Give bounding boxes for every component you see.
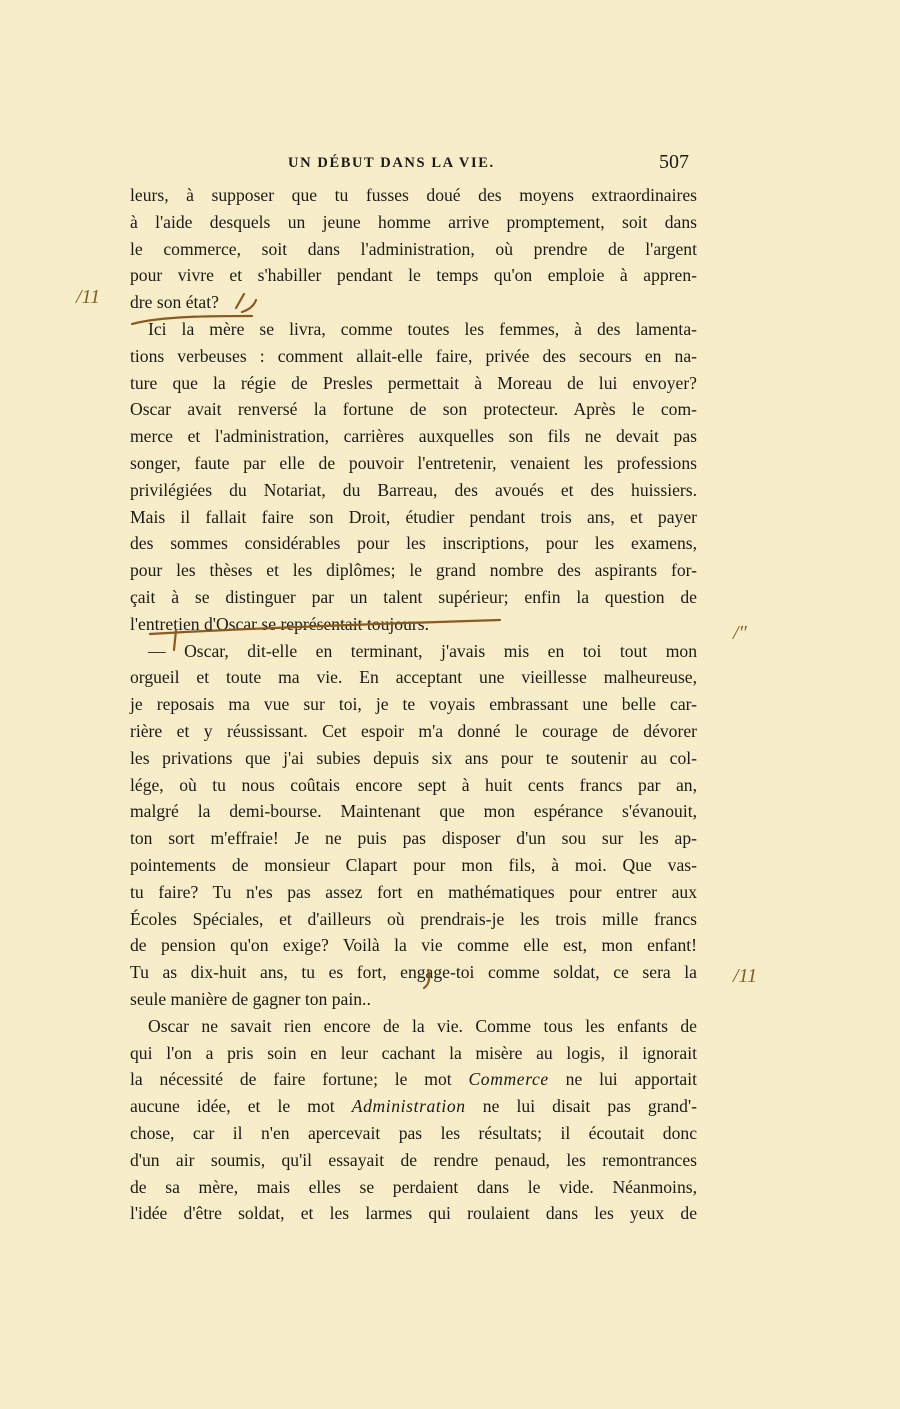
margin-annotation-left: /11 [76, 286, 101, 308]
text-segment: la nécessité de faire fortune; le mot [130, 1069, 469, 1090]
text-line: le commerce, soit dans l'administration, où prendre de l'argent [130, 238, 697, 259]
running-title: UN DÉBUT DANS LA VIE. [288, 155, 495, 171]
text-line: pointements de monsieur Clapart pour mon fils, à moi. Que vas- [130, 855, 697, 875]
text-line: de pension qu'on exige? Voilà la vie comme elle est, mon enfant! [130, 935, 697, 956]
text-segment: ne lui disait pas grand'- [465, 1096, 697, 1117]
ink-stroke [424, 970, 429, 988]
text-line: çait à se distinguer par un talent supérieur; enfin la question de [130, 587, 697, 607]
text-line: ton sort m'effraie! Je ne puis pas disposer d'un sou sur les ap- [130, 828, 697, 849]
text-line: ture que la régie de Presles permettait à Moreau de lui envoyer? [130, 372, 697, 393]
text-line: lége, où tu nous coûtais encore sept à huit cents francs par an, [130, 774, 697, 795]
text-line: leurs, à supposer que tu fusses doué des moyens extraordinaires [130, 185, 697, 205]
text-line: Écoles Spéciales, et d'ailleurs où prendrais-je les trois mille francs [130, 908, 697, 929]
text-line: songer, faute par elle de pouvoir l'entretenir, venaient les professions [130, 453, 697, 473]
text-line: merce et l'administration, carrières auxquelles son fils ne devait pas [130, 426, 697, 447]
text-line: les privations que j'ai subies depuis six ans pour te soutenir au col- [130, 747, 697, 768]
text-line: chose, car il n'en apercevait pas les résultats; il écoutait donc [130, 1123, 697, 1143]
text-line: pour les thèses et les diplômes; le grand nombre des aspirants for- [130, 560, 697, 581]
text-line: je reposais ma vue sur toi, je te voyais embrassant une belle car- [130, 694, 697, 715]
text-line: Mais il fallait faire son Droit, étudier pendant trois ans, et payer [130, 506, 697, 527]
text-line: Ici la mère se livra, comme toutes les femmes, à des lamenta- [148, 319, 697, 339]
ink-stroke [236, 294, 256, 312]
text-line: Tu as dix-huit ans, tu es fort, engage-toi comme soldat, ce sera la [130, 962, 697, 983]
text-line: Oscar avait renversé la fortune de son protecteur. Après le com- [130, 399, 697, 420]
text-line: pour vivre et s'habiller pendant le temps qu'on emploie à appren- [130, 265, 697, 286]
margin-annotation-right-2: /11 [733, 965, 758, 987]
text-line: malgré la demi-bourse. Maintenant que mon espérance s'évanouit, [130, 801, 697, 822]
italic-term: Administration [351, 1096, 466, 1117]
text-line: rière et y réussissant. Cet espoir m'a donné le courage de dévorer [130, 721, 697, 741]
margin-annotation-right-1: /″ [733, 622, 747, 644]
text-line: tions verbeuses : comment allait-elle faire, privée des secours en na- [130, 345, 697, 366]
text-line: des sommes considérables pour les inscriptions, pour les examens, [130, 533, 697, 554]
text-line: d'un air soumis, qu'il essayait de rendre penaud, les remontrances [130, 1149, 697, 1170]
text-segment: ne lui apportait [548, 1069, 697, 1090]
ink-underline [132, 316, 252, 324]
page-number: 507 [659, 151, 689, 173]
ink-underline [150, 620, 500, 634]
text-line: Oscar ne savait rien encore de la vie. Comme tous les enfants de [148, 1015, 697, 1036]
text-line: de sa mère, mais elles se perdaient dans le vide. Néanmoins, [130, 1176, 697, 1197]
text-line: à l'aide desquels un jeune homme arrive promptement, soit dans [130, 211, 697, 232]
text-line: seule manière de gagner ton pain.. [130, 989, 371, 1009]
text-segment: aucune idée, et le mot [130, 1096, 352, 1117]
text-line: l'entretien d'Oscar se représentait toujours. [130, 613, 429, 634]
text-line: qui l'on a pris soin en leur cachant la misère au logis, il ignorait [130, 1042, 697, 1063]
italic-term: Commerce [468, 1069, 549, 1090]
text-line: tu faire? Tu n'es pas assez fort en mathématiques pour entrer aux [130, 881, 697, 902]
text-line: orgueil et toute ma vie. En acceptant une vieillesse malheureuse, [130, 667, 697, 688]
text-line: dre son état? [130, 292, 219, 313]
text-line: — Oscar, dit-elle en terminant, j'avais mis en toi tout mon [148, 640, 697, 661]
text-line: privilégiées du Notariat, du Barreau, des avoués et des huissiers. [130, 479, 697, 500]
text-line: l'idée d'être soldat, et les larmes qui roulaient dans les yeux de [130, 1203, 697, 1224]
